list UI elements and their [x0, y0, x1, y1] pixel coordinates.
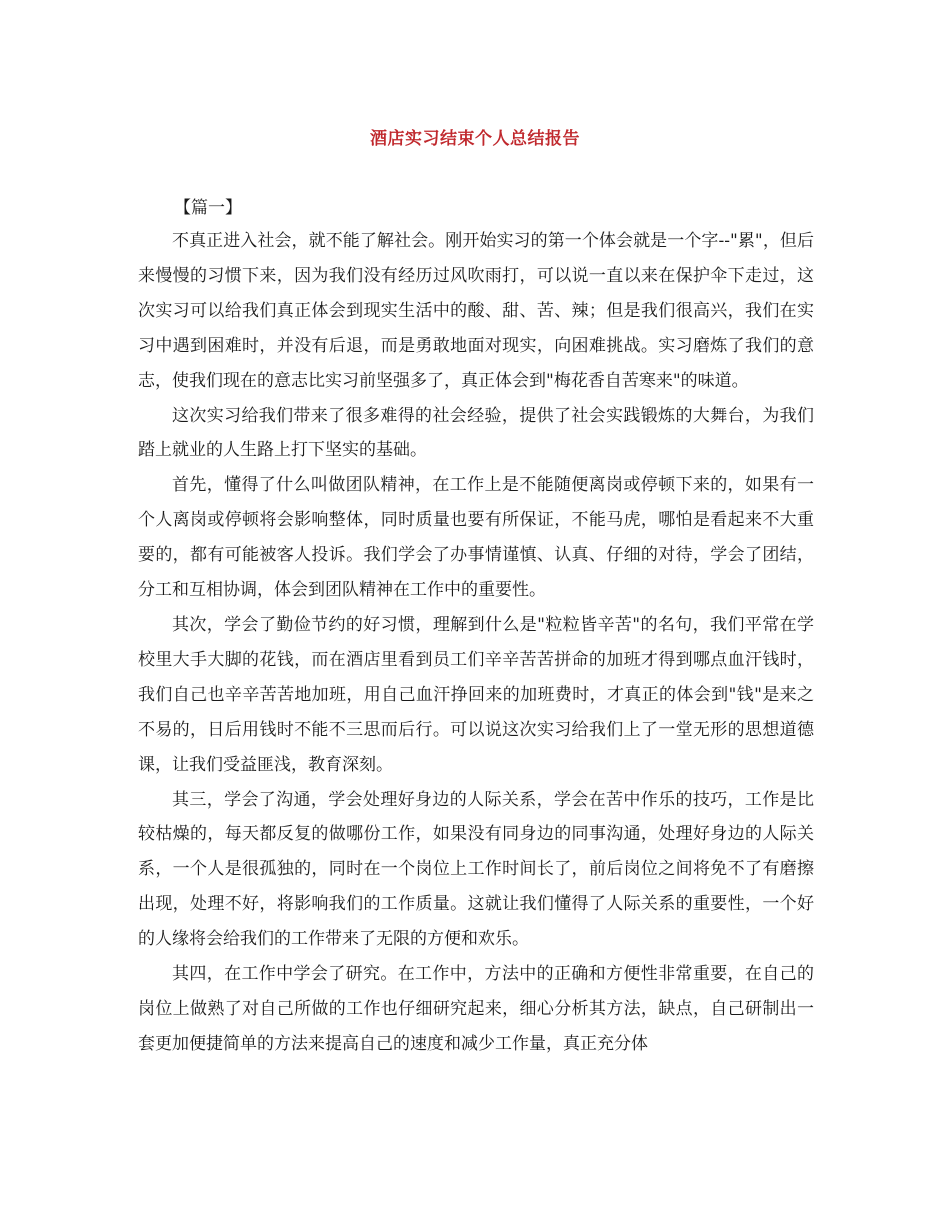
document-body: [138, 224, 814, 1062]
document-title: 酒店实习结束个人总结报告: [370, 129, 580, 149]
paragraph: 其四，在工作中学会了研究。在工作中，方法中的正确和方便性非常重要，在自己的岗位上做熟了对自己所做的工作也仔细研究起来，细心分析其方法，缺点，自己研制出一套更加便捷简单的方法来提高自己的速度和减少工作量，真正充分体: [138, 964, 814, 1054]
paragraph: 不真正进入社会，就不能了解社会。刚开始实习的第一个体会就是一个字--"累"，但后来慢慢的习惯下来，因为我们没有经历过风吹雨打，可以说一直以来在保护伞下走过，这次实习可以给我们真正体会到现实生活中的酸、甜、苦、辣；但是我们很高兴，我们在实习中遇到困难时，并没有后退，而是勇敢地面对现实，向困难挑战。实习磨炼了我们的意志，使我们现在的意志比实习前坚强多了，真正体会到"梅花香自苦寒来"的味道。: [138, 231, 814, 391]
paragraph: 首先，懂得了什么叫做团队精神，在工作上是不能随便离岗或停顿下来的，如果有一个人离岗或停顿将会影响整体，同时质量也要有所保证，不能马虎，哪怕是看起来不大重要的，都有可能被客人投诉。我们学会了办事情谨慎、认真、仔细的对待，学会了团结，分工和互相协调，体会到团队精神在工作中的重要性。: [138, 475, 814, 601]
section-label: 【篇一】: [174, 198, 242, 218]
paragraph: 其三，学会了沟通，学会处理好身边的人际关系，学会在苦中作乐的技巧，工作是比较枯燥的，每天都反复的做哪份工作，如果没有同身边的同事沟通，处理好身边的人际关系，一个人是很孤独的，同时在一个岗位上工作时间长了，前后岗位之间将免不了有磨擦出现，处理不好，将影响我们的工作质量。这就让我们懂得了人际关系的重要性，一个好的人缘将会给我们的工作带来了无限的方便和欢乐。: [138, 789, 814, 950]
paragraph: 这次实习给我们带来了很多难得的社会经验，提供了社会实践锻炼的大舞台，为我们踏上就业的人生路上打下坚实的基础。: [138, 405, 814, 461]
paragraph: 其次，学会了勤俭节约的好习惯，理解到什么是"粒粒皆辛苦"的名句，我们平常在学校里大手大脚的花钱，而在酒店里看到员工们辛辛苦苦拼命的加班才得到哪点血汗钱时，我们自己也辛辛苦苦地加班，用自己血汗挣回来的加班费时，才真正的体会到"钱"是来之不易的，日后用钱时不能不三思而后行。可以说这次实习给我们上了一堂无形的思想道德课，让我们受益匪浅，教育深刻。: [138, 614, 814, 775]
